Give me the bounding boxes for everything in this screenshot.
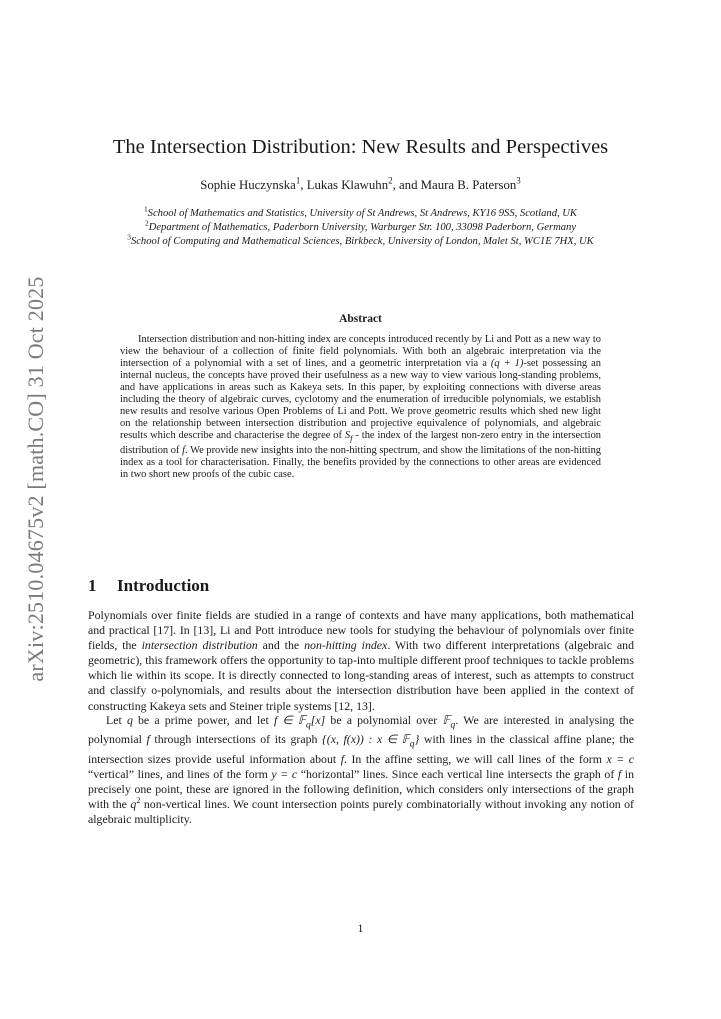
text-segment: with lines in the classical affine plane; the intersection sizes provide useful information about: [88, 732, 634, 766]
text-segment: “horizontal” lines. Since each vertical line intersects the graph of: [297, 767, 618, 781]
math-inline: S: [344, 429, 351, 441]
affiliation-mark: 2: [144, 218, 149, 228]
abstract-text: [120, 334, 601, 481]
arxiv-identifier: arXiv:2510.04675v2 [math.CO] 31 Oct 2025: [23, 276, 48, 682]
math-inline: f: [617, 767, 622, 781]
math-inline: x = c: [606, 751, 634, 766]
math-subscript: q: [409, 738, 415, 750]
math-inline: (q + 1): [490, 357, 524, 369]
text-segment: non-vertical lines. We count intersection points purely combinatorially without invoking any notion of algebraic multiplicity.: [88, 797, 634, 827]
affiliation-text: School of Computing and Mathematical Sciences, Birkbeck, University of London, Malet St, WC1E 7HX, UK: [130, 236, 594, 247]
author-name: Lukas Klawuhn: [306, 178, 389, 192]
author-separator: ,: [300, 178, 307, 192]
emphasized-term: non-hitting index: [304, 638, 388, 653]
author-name: Maura B. Paterson: [420, 178, 517, 192]
abstract-segment: Intersection distribution and non-hitting index are concepts introduced recently by Li and Pott as a new way to view the behaviour of a collection of finite field polynomials. With both an algebraic interpretation via the intersection of a polynomial with a set of lines, and a geometric interpretation via a: [120, 334, 601, 369]
math-inline: 𝔽: [442, 713, 451, 727]
text-segment: through intersections of its graph: [149, 732, 323, 747]
abstract-heading: Abstract: [339, 313, 382, 325]
section-heading: [88, 575, 633, 597]
text-segment: “vertical” lines, and lines of the form: [88, 767, 272, 781]
math-inline: {(x, f(x)) : x ∈ 𝔽: [322, 732, 410, 747]
affiliation-text: Department of Mathematics, Paderborn University, Warburger Str. 100, 33098 Paderborn, Germany: [148, 222, 577, 233]
text-segment: . In the affine setting, we will call lines of the form: [344, 751, 607, 766]
math-subscript: q: [305, 719, 311, 731]
body-paragraph: [88, 713, 634, 827]
body-paragraph: [88, 608, 634, 714]
arxiv-sidebar-stamp: [21, 276, 51, 682]
affiliation: [88, 218, 633, 235]
math-inline: q: [130, 797, 137, 812]
paper-title: The Intersection Distribution: New Results and Perspectives: [112, 136, 609, 158]
math-inline: f: [340, 751, 344, 766]
page-number: 1: [357, 921, 364, 935]
author-list: [88, 177, 633, 193]
math-inline: q: [126, 713, 133, 727]
author-name: Sophie Huczynska: [200, 178, 296, 192]
emphasized-term: intersection distribution: [141, 638, 258, 653]
affiliation: [88, 204, 633, 221]
affiliation-mark: 3: [127, 232, 131, 242]
math-inline: [x]: [310, 713, 326, 727]
affiliation-mark: 1: [143, 204, 148, 214]
affiliation-mark: 2: [388, 175, 393, 186]
abstract-segment: . We provide new insights into the non-hitting spectrum, and show the limitations of the non-hitting index as a tool for characterisation. Finally, the benefits provided by the connections to other areas are evidenced in two short new proofs of the cubic case.: [120, 444, 602, 480]
affiliation: [88, 232, 633, 249]
text-segment: in precisely one point, these are ignored in the following definition, which considers only intersections of the graph with the: [88, 767, 635, 812]
text-segment: . We are interested in analysing the polynomial: [88, 713, 634, 747]
text-segment: and the: [257, 638, 305, 653]
math-subscript: f: [350, 432, 353, 443]
abstract-segment: -set possessing an internal nucleus, the concepts have proved their usefulness as a new way to view various long-standing problems, and have applications in areas such as Kakeya sets. In this paper, by exploiting connections with diverse areas including the theory of algebraic curves, cyclotomy and the enumeration of irreducible polynomials, we establish new results and resolve various Open Problems of Li and Pott. We prove geometric results which shed new light on the relationship between intersection distribution and projective equivalence of polynomials, and algebraic results which describe and characterise the degree of: [120, 357, 602, 441]
text-segment: Polynomials over finite fields are studied in a range of contexts and have many applications, both mathematical and practical [17]. In [13], Li and Pott introduce new tools for studying the behaviour of polynomials over finite fields, the: [88, 608, 634, 653]
text-segment: be a polynomial over: [325, 713, 443, 727]
math-inline: f: [146, 732, 150, 747]
abstract-segment: - the index of the largest non-zero entry in the intersection distribution of: [120, 429, 602, 456]
math-inline: y = c: [271, 767, 298, 781]
math-inline: f: [182, 444, 186, 456]
math-subscript: q: [450, 719, 456, 731]
text-segment: . With two different interpretations (algebraic and geometric), this framework offers the opportunity to tap-into multiple different proof techniques to tackle problems which lie within its scope. It is directly connected to long-standing areas of interest, such as attempts to construct and classify o-polynomials, and results about the intersection distribution have been applied in the context of constructing Kakeya sets and Steiner triple systems [12, 13].: [88, 638, 634, 713]
math-inline: f ∈ 𝔽: [273, 713, 306, 727]
affiliation-text: School of Mathematics and Statistics, University of St Andrews, St Andrews, KY16 9SS, Scotland, UK: [147, 208, 578, 219]
section-number: 1: [88, 576, 97, 595]
math-superscript: 2: [136, 796, 141, 806]
affiliation-mark: 3: [516, 175, 521, 186]
affiliation-mark: 1: [295, 175, 301, 186]
affiliation-list: [88, 204, 633, 249]
text-segment: be a prime power, and let: [132, 713, 274, 727]
section-title: Introduction: [117, 576, 210, 595]
math-inline: }: [414, 732, 420, 747]
author-separator: , and: [392, 178, 421, 192]
text-segment: Let: [106, 713, 127, 727]
